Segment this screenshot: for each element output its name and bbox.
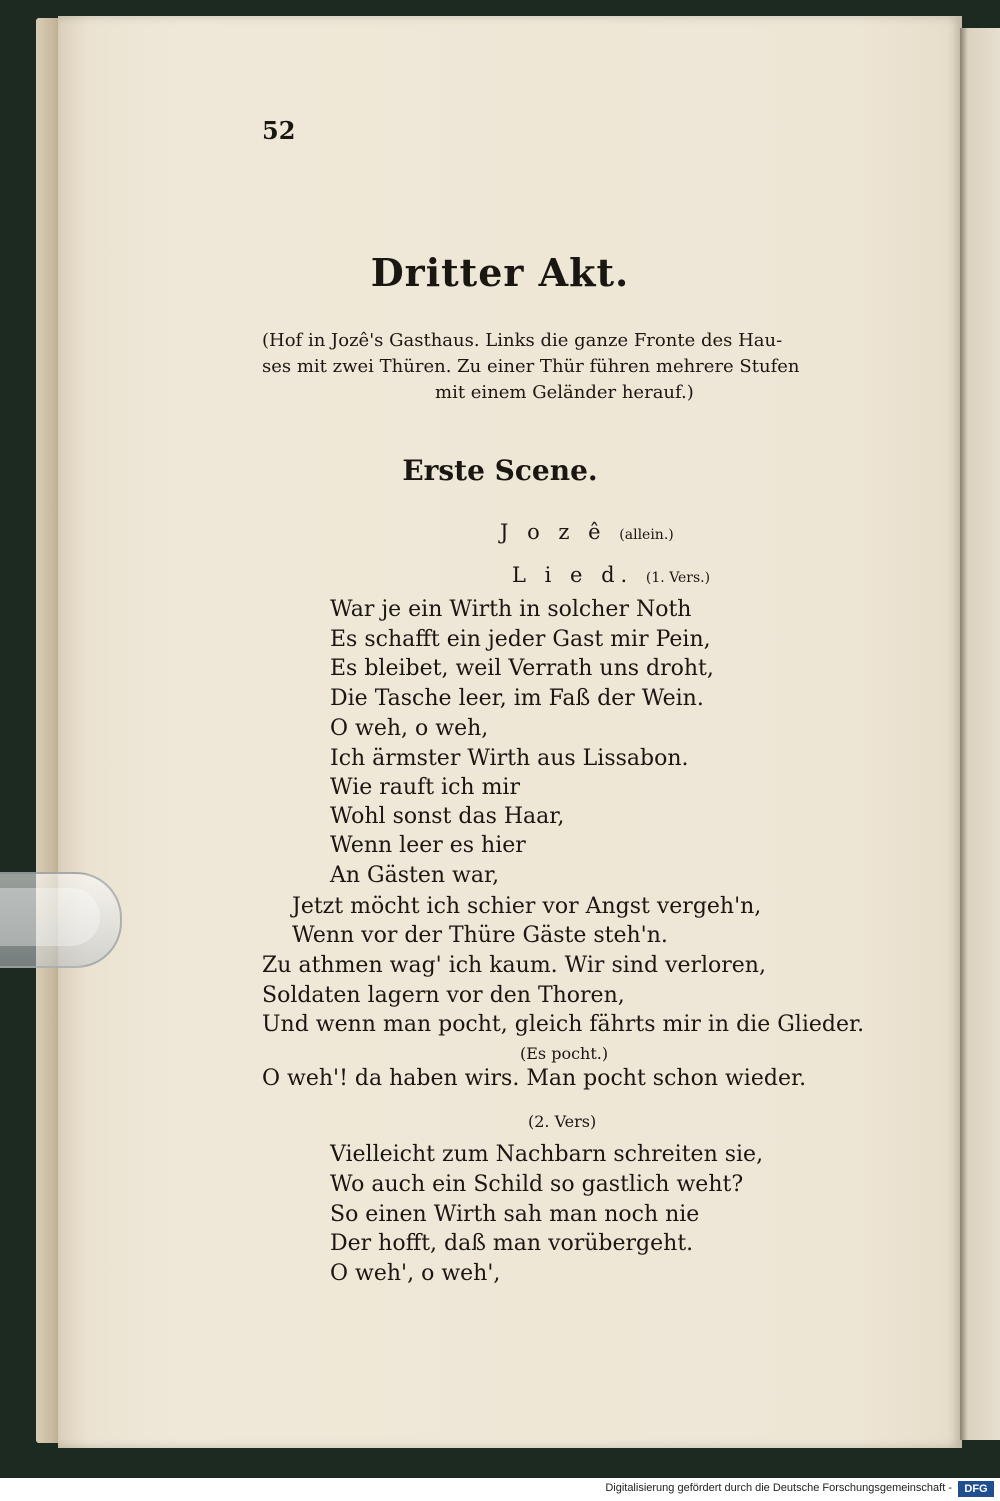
stage-direction-knock: (Es pocht.) — [520, 1044, 609, 1063]
song-verse-label: (1. Vers.) — [645, 570, 711, 586]
verse-line: So einen Wirth sah man noch nie — [330, 1202, 700, 1227]
verse-line: O weh, o weh, — [330, 716, 489, 741]
verse-line: O weh'! da haben wirs. Man pocht schon wieder. — [262, 1066, 807, 1091]
verse-line: Die Tasche leer, im Faß der Wein. — [330, 686, 704, 711]
verse-line: War je ein Wirth in solcher Noth — [330, 597, 692, 622]
scene-title: Erste Scene. — [402, 454, 598, 487]
verse-line: Es schafft ein jeder Gast mir Pein, — [330, 627, 711, 652]
bookmark-clip-highlight — [0, 888, 100, 946]
verse-line: Wo auch ein Schild so gastlich weht? — [330, 1172, 744, 1197]
page-number: 52 — [262, 116, 296, 145]
verse-line: Wie rauft ich mir — [330, 775, 520, 800]
verse-line: Vielleicht zum Nachbarn schreiten sie, — [330, 1142, 764, 1167]
footer-credit: Digitalisierung gefördert durch die Deutsche Forschungsgemeinschaft - — [605, 1482, 952, 1494]
act-title: Dritter Akt. — [370, 250, 630, 295]
verse-line: Der hofft, daß man vorübergeht. — [330, 1231, 694, 1256]
verse-line: Und wenn man pocht, gleich fährts mir in die Glieder. — [262, 1012, 865, 1037]
verse-line: Wenn leer es hier — [330, 833, 526, 858]
character-note: (allein.) — [619, 527, 674, 543]
stage-direction-line: (Hof in Jozê's Gasthaus. Links die ganze Fronte des Hau- — [262, 330, 783, 351]
character-heading — [500, 520, 674, 544]
stage-direction-line: ses mit zwei Thüren. Zu einer Thür führen mehrere Stufen — [262, 356, 800, 377]
verse-line: Wohl sonst das Haar, — [330, 804, 565, 829]
character-name: J o z ê — [500, 520, 607, 544]
song-label: L i e d. — [512, 563, 634, 587]
stage-direction-line: mit einem Geländer herauf.) — [435, 382, 694, 403]
dfg-logo: DFG — [958, 1481, 994, 1497]
verse-line: An Gästen war, — [330, 863, 500, 888]
verse-line: Jetzt möcht ich schier vor Angst vergeh'n, — [292, 894, 762, 919]
verse-line: Es bleibet, weil Verrath uns droht, — [330, 656, 714, 681]
song-heading — [512, 563, 710, 587]
verse-line: Wenn vor der Thüre Gäste steh'n. — [292, 923, 668, 948]
verse-2-label: (2. Vers) — [528, 1112, 597, 1131]
verse-line: Soldaten lagern vor den Thoren, — [262, 983, 625, 1008]
footer-bar — [0, 1478, 1000, 1501]
facing-page-edge — [960, 28, 1000, 1440]
verse-line: Ich ärmster Wirth aus Lissabon. — [330, 746, 689, 771]
verse-line: Zu athmen wag' ich kaum. Wir sind verloren, — [262, 953, 766, 978]
verse-line: O weh', o weh', — [330, 1261, 501, 1286]
